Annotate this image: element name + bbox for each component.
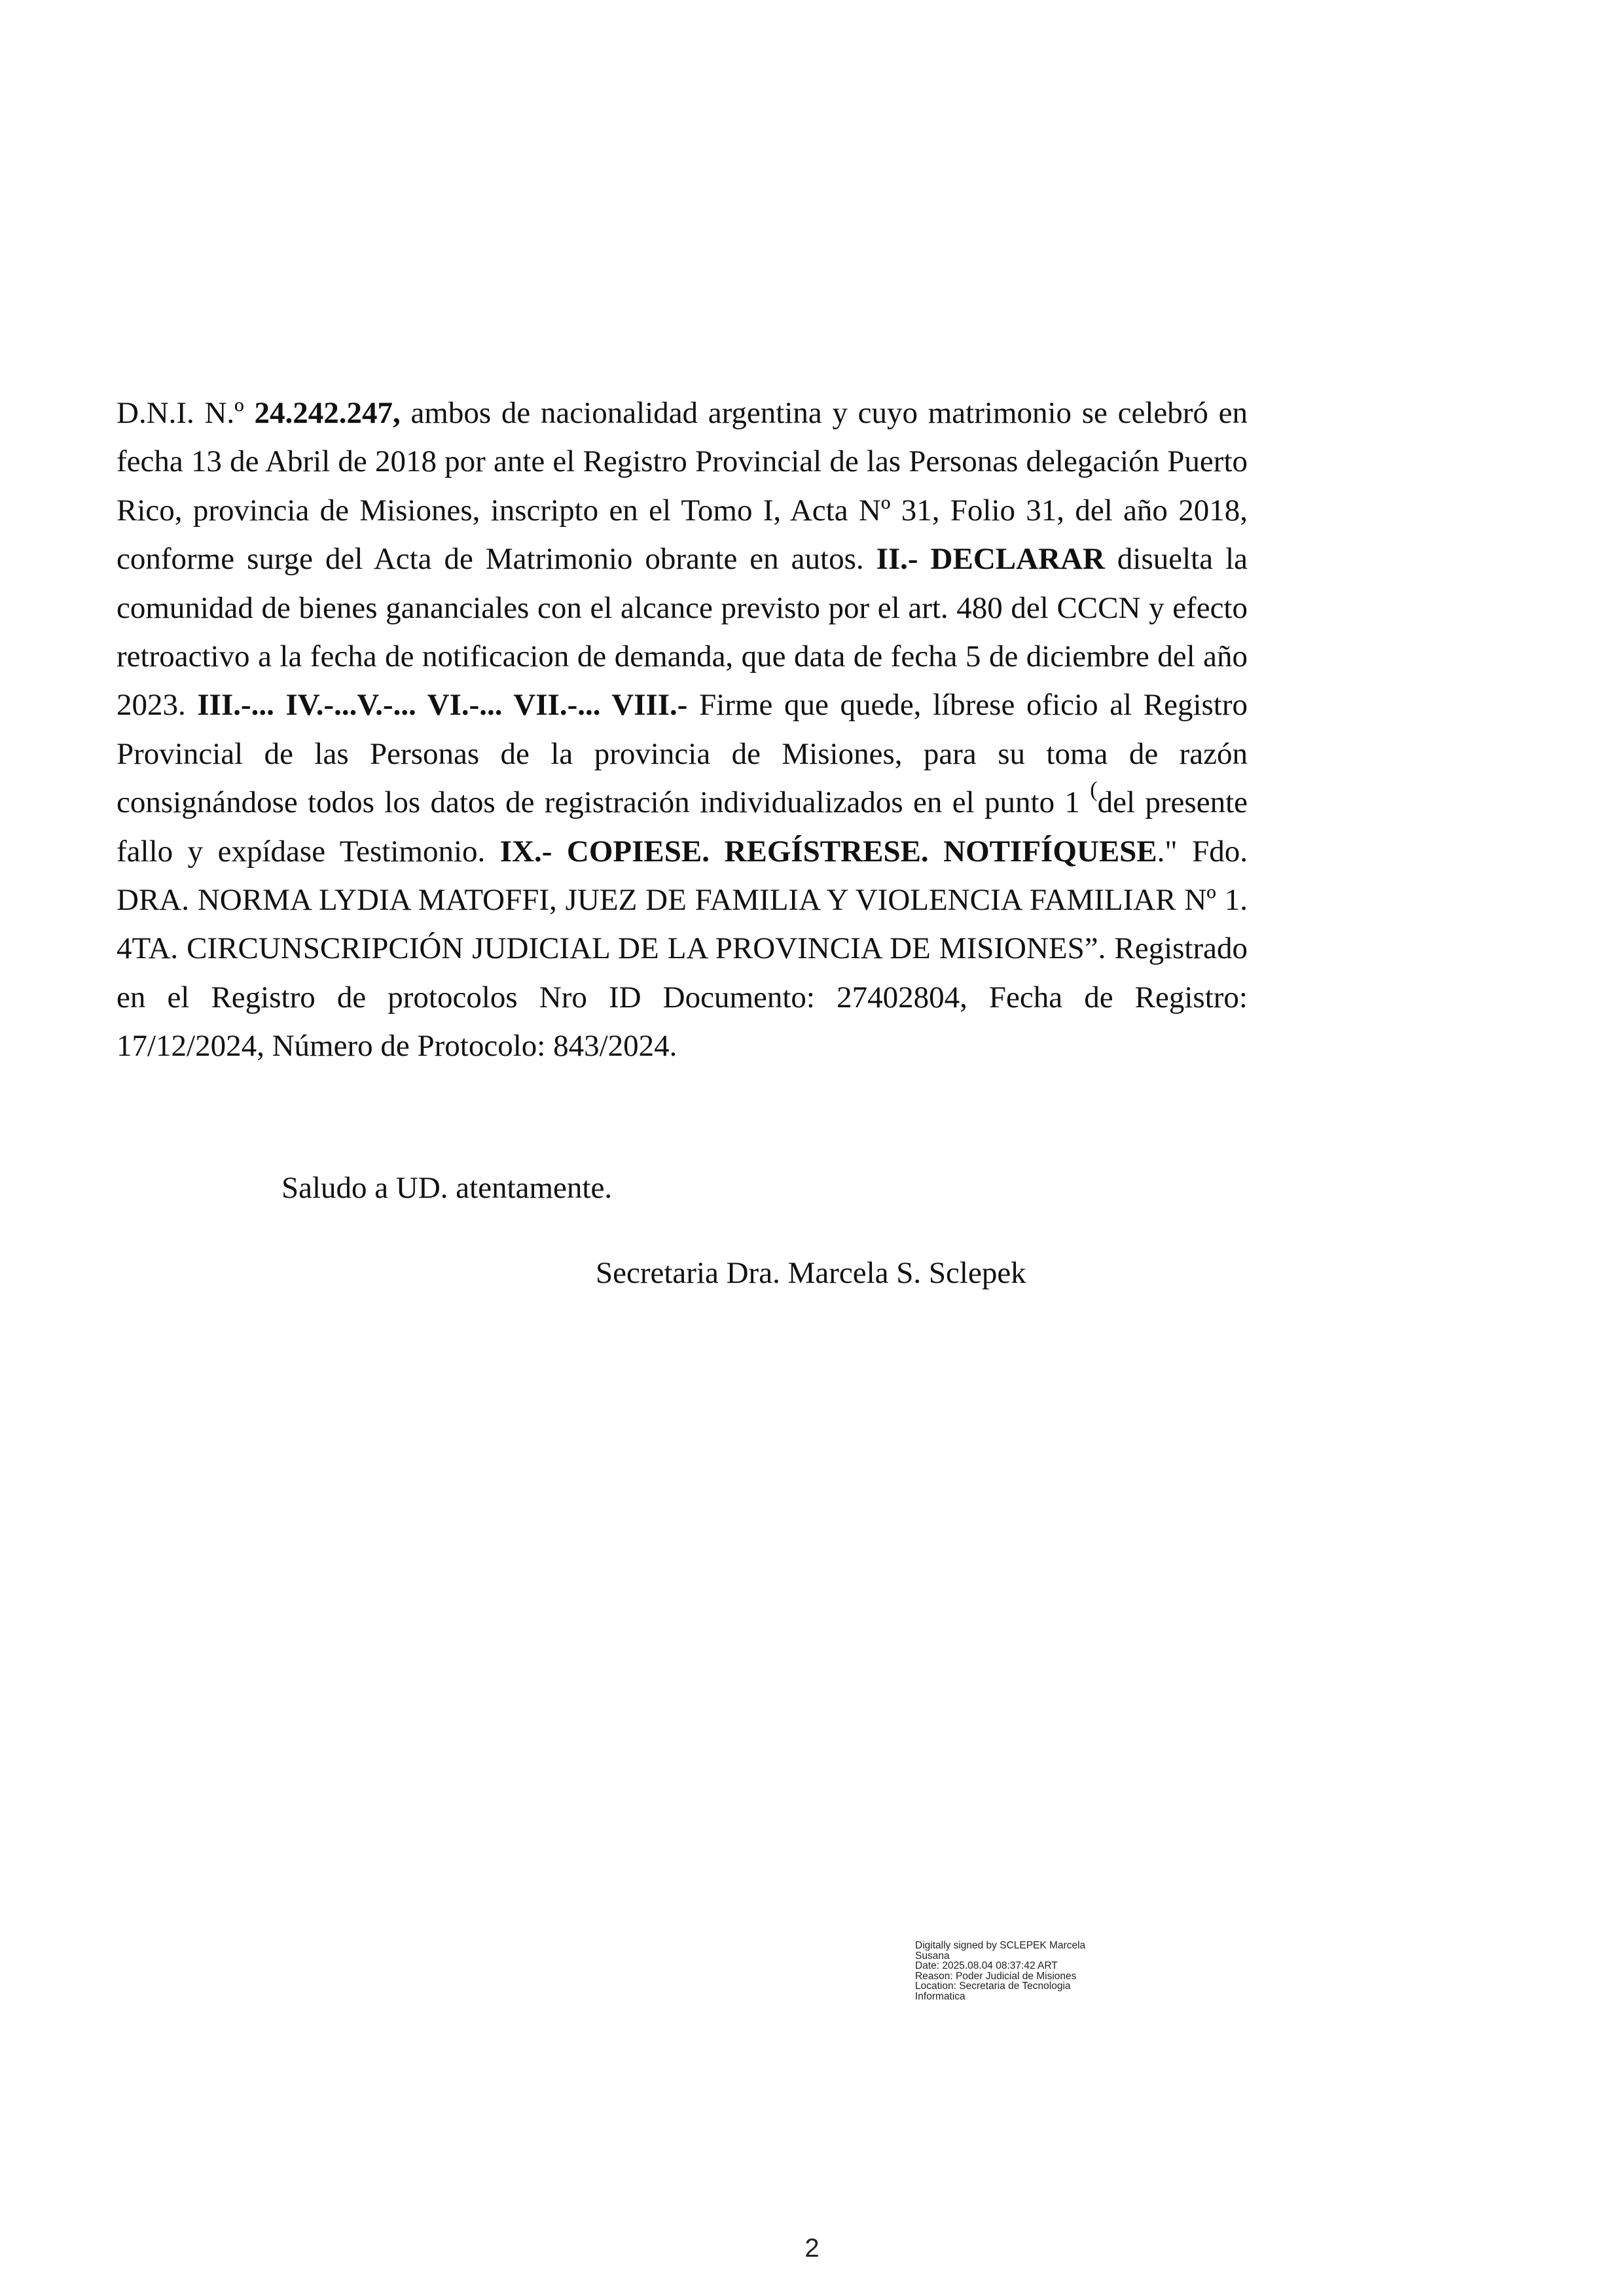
body-bold-segment: IX.- COPIESE. REGÍSTRESE. NOTIFÍQUESE (499, 834, 1157, 869)
body-bold-segment: III.-... IV.-...V.-... VI.-... VII.-... VIII.- (197, 688, 688, 723)
document-body-text (117, 389, 1248, 1071)
digital-signature-line: Susana (915, 1950, 950, 1962)
body-text-segment: ." Fdo. DRA. NORMA LYDIA MATOFFI, JUEZ DE FAMILIA Y VIOLENCIA FAMILIAR Nº 1. 4TA. CIRCUNSCRIPCIÓN JUDICIAL DE LA PROVINCIA DE MISIONES”. Registrado en el Registro de protocolos Nro ID Documento: 27402804, Fecha de Registro: 17/12/2024, Número de Protocolo: 843/2024. (117, 834, 1248, 1064)
digital-signature-line: Digitally signed by SCLEPEK Marcela (915, 1940, 1086, 1951)
body-text-segment: ambos de nacionalidad argentina y cuyo matrimonio se celebró en fecha 13 de Abril de 2018 por ante el Registro Provincial de las Personas delegación Puerto Rico, provincia de Misiones, inscripto en el Tomo I, Acta Nº 31, Folio 31, del año 2018, conforme surge del Acta de Matrimonio obrante en autos. (117, 396, 1248, 577)
body-text-segment: del presente fallo y expídase Testimonio. (117, 785, 1248, 869)
body-text-segment: ( (1090, 778, 1098, 802)
signer-line: Secretaria Dra. Marcela S. Sclepek (596, 1256, 1026, 1290)
body-bold-segment: II.- DECLARAR (876, 542, 1105, 577)
closing-greeting: Saludo a UD. atentamente. (281, 1171, 613, 1205)
body-text-segment: Firme que quede, líbrese oficio al Registro Provincial de las Personas de la provincia de Misiones, para su toma de razón consignándose todos los datos de registración individualizados en el punto 1 (117, 688, 1248, 820)
page-number: 2 (804, 2234, 820, 2263)
body-text-segment: D.N.I. N.º (117, 396, 255, 430)
digital-signature-line: Date: 2025.08.04 08:37:42 ART (915, 1960, 1058, 1971)
digital-signature-line: Location: Secretaria de Tecnologia (915, 1981, 1071, 1992)
body-text-segment: disuelta la comunidad de bienes gananciales con el alcance previsto por el art. 480 del CCCN y efecto retroactivo a la fecha de notificacion de demanda, que data de fecha 5 de diciembre del año 2023. (117, 542, 1248, 723)
digital-signature-line: Informatica (915, 1990, 965, 2002)
digital-signature-line: Reason: Poder Judicial de Misiones (915, 1970, 1077, 1982)
digital-signature-block (915, 1941, 1151, 2001)
body-bold-segment: 24.242.247, (254, 396, 401, 430)
